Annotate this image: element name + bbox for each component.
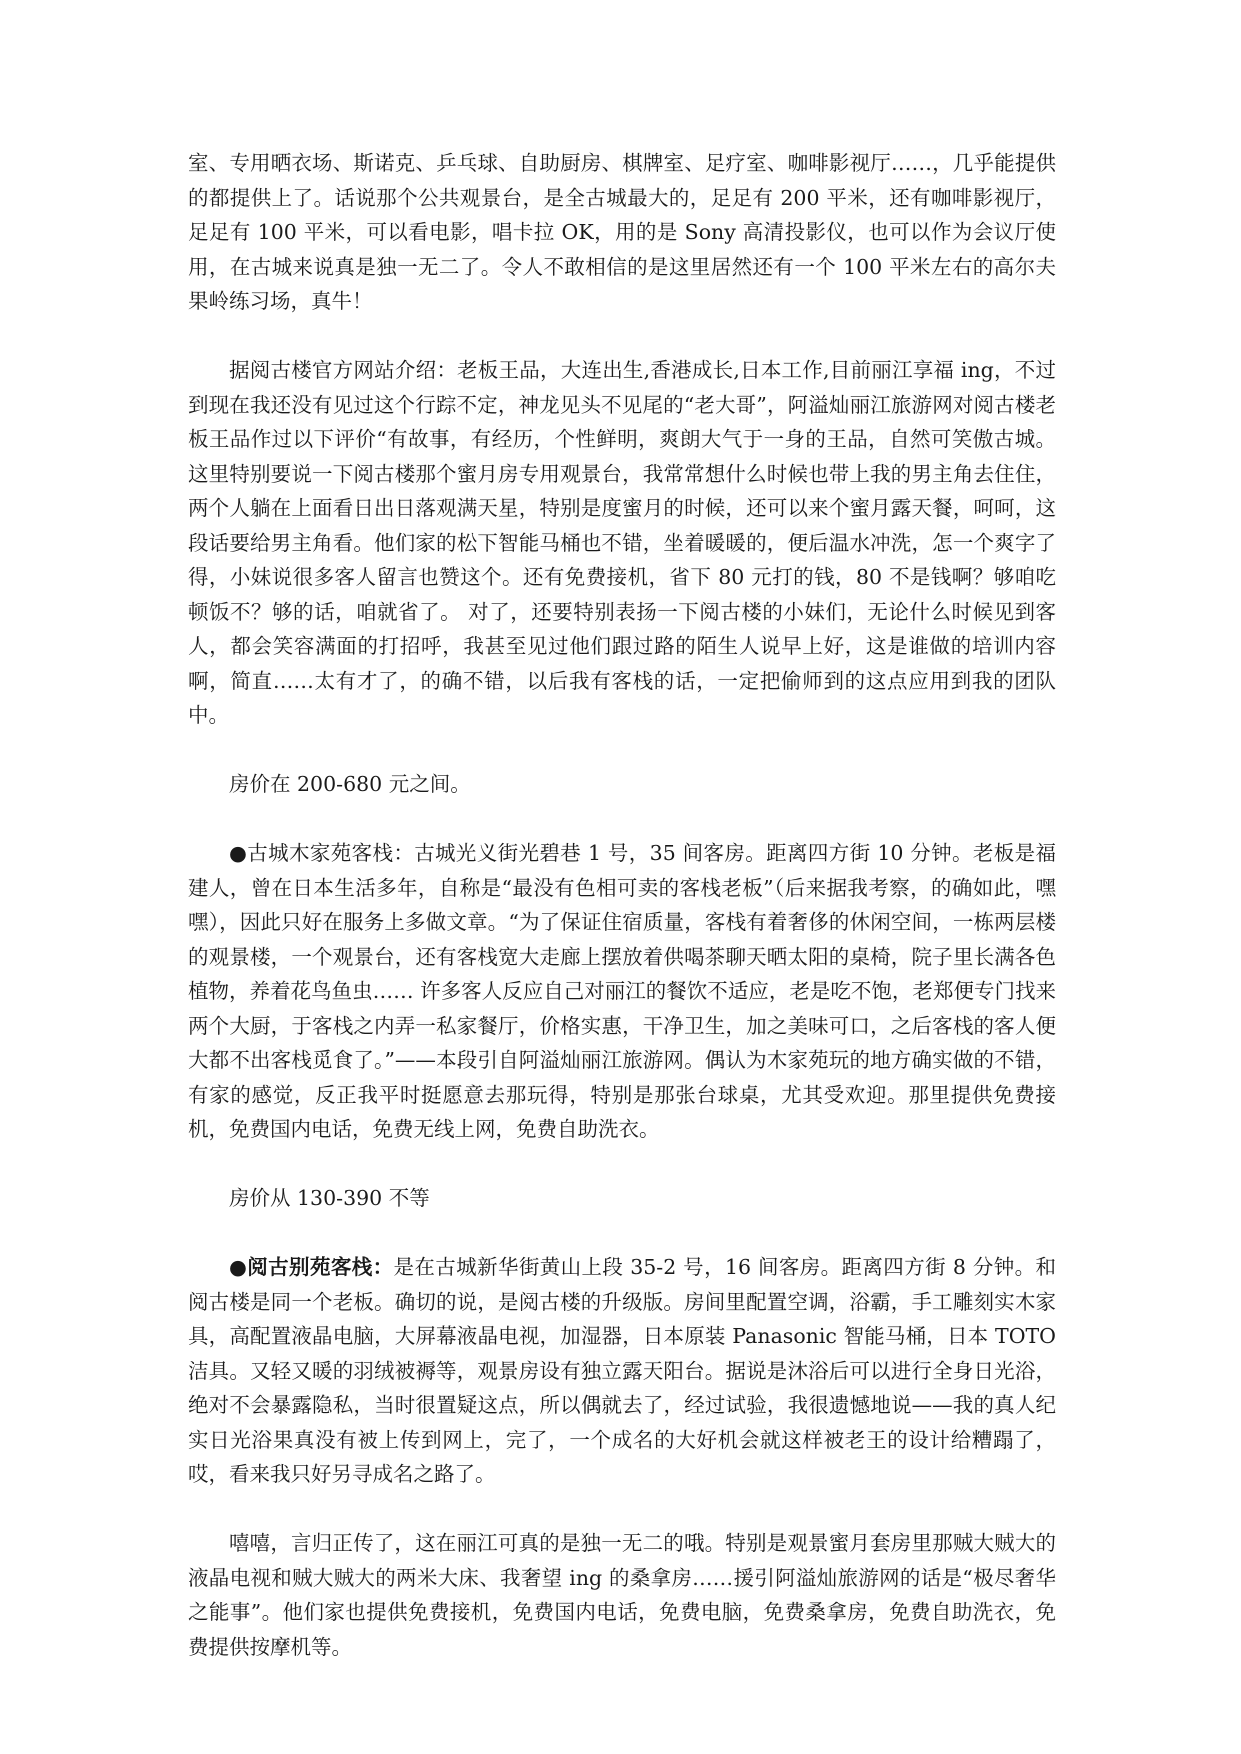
paragraph-mujiayuan-inn: ●古城木家苑客栈：古城光义街光碧巷 1 号，35 间客房。距离四方街 10 分钟。老板是福建人，曾在日本生活多年，自称是“最没有色相可卖的客栈老板”（后来据我考察，的确如此，嘿嘿），因此只好在服务上多做文章。“为了保证住宿质量，客栈有着奢侈的休闲空间，一栋两层楼的观景楼，一个观景台，还有客栈宽大走廊上摆放着供喝茶聊天晒太阳的桌椅，院子里长满各色植物，养着花鸟鱼虫…… 许多客人反应自己对丽江的餐饮不适应，老是吃不饱，老郑便专门找来两个大厨，于客栈之内弄一私家餐厅，价格实惠，干净卫生，加之美味可口，之后客栈的客人便大都不出客栈觅食了。”——本段引自阿溢灿丽江旅游网。偶认为木家苑玩的地方确实做的不错，有家的感觉，反正我平时挺愿意去那玩得，特别是那张台球桌，尤其受欢迎。那里提供免费接机，免费国内电话，免费无线上网，免费自助洗衣。 bbox=[188, 841, 1056, 1141]
paragraph-price-yuegulou: 房价在 200-680 元之间。 bbox=[229, 772, 471, 796]
inn-name-heading: ●阅古别苑客栈： bbox=[229, 1255, 394, 1279]
paragraph-closing: 嘻嘻，言归正传了，这在丽江可真的是独一无二的哦。特别是观景蜜月套房里那贼大贼大的液晶电视和贼大贼大的两米大床、我奢望 ing 的桑拿房……援引阿溢灿旅游网的话是“极尽奢华之能事”。他们家也提供免费接机，免费国内电话，免费电脑，免费桑拿房，免费自助洗衣，免费提供按摩机等。 bbox=[188, 1531, 1056, 1659]
paragraph-facilities: 室、专用晒衣场、斯诺克、乒乓球、自助厨房、棋牌室、足疗室、咖啡影视厅……，几乎能提供的都提供上了。话说那个公共观景台，是全古城最大的，足足有 200 平米，还有咖啡影视厅，足足有 100 平米，可以看电影，唱卡拉 OK，用的是 Sony 高清投影仪，也可以作为会议厅使用，在古城来说真是独一无二了。令人不敢相信的是这里居然还有一个 100 平米左右的高尔夫果岭练习场，真牛！ bbox=[188, 151, 1056, 313]
inn-description: 是在古城新华街黄山上段 35-2 号，16 间客房。距离四方街 8 分钟。和阅古楼是同一个老板。确切的说，是阅古楼的升级版。房间里配置空调，浴霸，手工雕刻实木家具，高配置液晶电脑，大屏幕液晶电视，加湿器，日本原装 Panasonic 智能马桶，日本 TOTO 洁具。又轻又暖的羽绒被褥等，观景房设有独立露天阳台。据说是沐浴后可以进行全身日光浴，绝对不会暴露隐私，当时很置疑这点，所以偶就去了，经过试验，我很遗憾地说——我的真人纪实日光浴果真没有被上传到网上，完了，一个成名的大好机会就这样被老王的设计给糟蹋了，哎，看来我只好另寻成名之路了。 bbox=[188, 1255, 1056, 1486]
document-page bbox=[188, 146, 1056, 1699]
paragraph-yuegu-bieyuan-inn bbox=[188, 1250, 1056, 1492]
paragraph-yueguloud-owner: 据阅古楼官方网站介绍：老板王品，大连出生,香港成长,日本工作,目前丽江享福 ing，不过到现在我还没有见过这个行踪不定，神龙见头不见尾的“老大哥”，阿溢灿丽江旅游网对阅古楼老板王品作过以下评价“有故事，有经历，个性鲜明，爽朗大气于一身的王品，自然可笑傲古城。这里特别要说一下阅古楼那个蜜月房专用观景台，我常常想什么时候也带上我的男主角去住住，两个人躺在上面看日出日落观满天星，特别是度蜜月的时候，还可以来个蜜月露天餐，呵呵，这段话要给男主角看。他们家的松下智能马桶也不错，坐着暖暖的，便后温水冲洗，怎一个爽字了得，小妹说很多客人留言也赞这个。还有免费接机，省下 80 元打的钱，80 不是钱啊？够咱吃顿饭不？够的话，咱就省了。 对了，还要特别表扬一下阅古楼的小妹们，无论什么时候见到客人，都会笑容满面的打招呼，我甚至见过他们跟过路的陌生人说早上好，这是谁做的培训内容啊，简直……太有才了，的确不错，以后我有客栈的话，一定把偷师到的这点应用到我的团队中。 bbox=[188, 358, 1056, 727]
paragraph-price-mujiayuan: 房价从 130-390 不等 bbox=[229, 1186, 430, 1210]
